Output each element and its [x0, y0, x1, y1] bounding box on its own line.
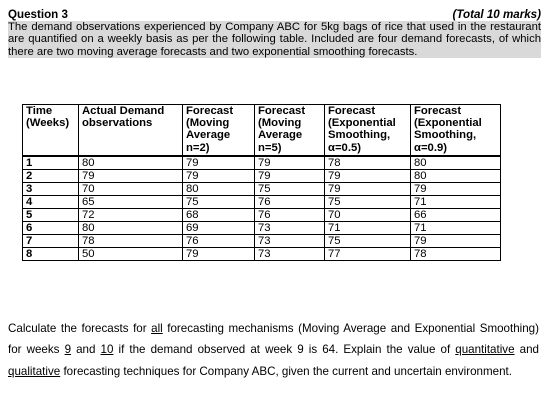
table-cell: 76	[183, 234, 255, 247]
table-row	[23, 221, 501, 234]
question-part: Calculate the forecasts for	[8, 322, 152, 335]
table-cell: 5	[23, 208, 79, 221]
table-cell: 66	[411, 208, 501, 221]
table-cell: 75	[255, 182, 325, 195]
emphasis-week-9: 9	[64, 343, 72, 357]
table-cell: 73	[255, 221, 325, 234]
table-header-row	[23, 105, 501, 156]
question-part: forecasting techniques for Company ABC, given the current and uncertain environment.	[60, 364, 512, 378]
table-cell: 76	[255, 195, 325, 208]
table-cell: 78	[325, 156, 411, 170]
table-cell: 80	[411, 156, 501, 170]
col-header-ma5: Forecast (Moving Average n=5)	[255, 105, 325, 156]
table-cell: 2	[23, 169, 79, 182]
intro-paragraph: The demand observations experienced by Company ABC for 5kg bags of rice that used in the restaurant are quantified on a weekly basis as per the following table. Included are four demand forecasts, of which there are two moving average forecasts and two exponential smoothing forecasts.	[8, 21, 541, 58]
table-cell: 71	[325, 221, 411, 234]
table-cell: 71	[411, 195, 501, 208]
table-cell: 73	[255, 234, 325, 247]
table-cell: 79	[255, 169, 325, 182]
table-cell: 7	[23, 234, 79, 247]
emphasis-week-10: 10	[100, 343, 114, 357]
table-cell: 78	[411, 247, 501, 260]
table-cell: 79	[325, 169, 411, 182]
table-cell: 79	[183, 156, 255, 170]
table-cell: 79	[325, 182, 411, 195]
emphasis-quantitative: quantitative	[455, 343, 515, 357]
table-cell: 79	[411, 182, 501, 195]
table-cell: 78	[79, 234, 183, 247]
table-cell: 79	[183, 169, 255, 182]
table-cell: 70	[79, 182, 183, 195]
table-cell: 6	[23, 221, 79, 234]
table-body	[23, 156, 501, 261]
table-cell: 76	[255, 208, 325, 221]
col-header-es05: Forecast (Exponential Smoothing, α=0.5)	[325, 105, 411, 156]
question-part: forecasting mechanisms (Moving Average and Exponential Smoothing) for weeks	[8, 322, 539, 357]
table-cell: 70	[325, 208, 411, 221]
table-row	[23, 156, 501, 170]
question-label: Question 3	[8, 8, 68, 21]
table-cell: 1	[23, 156, 79, 170]
emphasis-all: all	[151, 322, 163, 335]
table-row	[23, 247, 501, 260]
table-cell: 80	[79, 156, 183, 170]
table-cell: 4	[23, 195, 79, 208]
table-cell: 75	[325, 234, 411, 247]
table-cell: 79	[411, 234, 501, 247]
question-part: and	[514, 343, 539, 357]
table-row	[23, 234, 501, 247]
table-cell: 68	[183, 208, 255, 221]
table-cell: 80	[79, 221, 183, 234]
table-cell: 71	[411, 221, 501, 234]
question-block	[8, 8, 541, 58]
question-header	[8, 8, 541, 21]
table-cell: 79	[183, 247, 255, 260]
table-cell: 72	[79, 208, 183, 221]
col-header-actual: Actual Demand observations	[79, 105, 183, 156]
table-row	[23, 182, 501, 195]
table-row	[23, 169, 501, 182]
table-cell: 80	[183, 182, 255, 195]
col-header-es09: Forecast (Exponential Smoothing, α=0.9)	[411, 105, 501, 156]
table-cell: 73	[255, 247, 325, 260]
table-row	[23, 195, 501, 208]
table-cell: 79	[255, 156, 325, 170]
question-part: and	[71, 343, 101, 357]
question-text	[8, 318, 539, 382]
table-cell: 69	[183, 221, 255, 234]
forecast-table	[22, 104, 501, 261]
table-row	[23, 208, 501, 221]
table-cell: 79	[79, 169, 183, 182]
total-marks: (Total 10 marks)	[452, 8, 541, 21]
col-header-ma2: Forecast (Moving Average n=2)	[183, 105, 255, 156]
table-cell: 75	[183, 195, 255, 208]
question-part: if the demand observed at week 9 is 64. Explain the value of	[113, 343, 456, 357]
table-cell: 50	[79, 247, 183, 260]
table-cell: 65	[79, 195, 183, 208]
table-cell: 80	[411, 169, 501, 182]
table-cell: 3	[23, 182, 79, 195]
table-cell: 77	[325, 247, 411, 260]
emphasis-qualitative: qualitative	[8, 364, 61, 378]
table-cell: 75	[325, 195, 411, 208]
col-header-time: Time (Weeks)	[23, 105, 79, 156]
table-cell: 8	[23, 247, 79, 260]
